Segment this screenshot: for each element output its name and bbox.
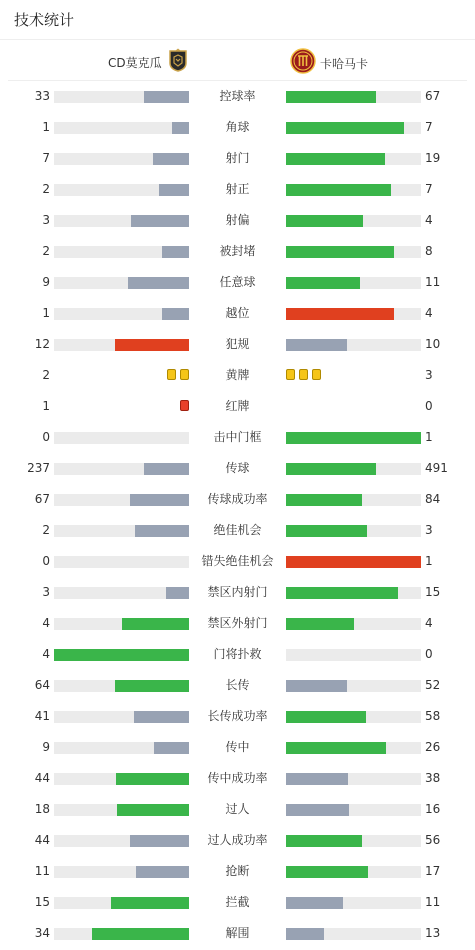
away-bar-fill bbox=[286, 866, 368, 878]
away-bar-fill bbox=[286, 835, 362, 847]
home-bar-fill bbox=[116, 773, 189, 785]
away-bar bbox=[286, 866, 421, 878]
away-bar bbox=[286, 804, 421, 816]
home-value: 3 bbox=[42, 213, 50, 227]
home-bar bbox=[54, 432, 189, 444]
stat-label: 长传成功率 bbox=[207, 709, 268, 723]
home-value: 2 bbox=[42, 368, 50, 382]
stat-row bbox=[0, 360, 475, 391]
stat-row bbox=[0, 205, 475, 236]
home-bar bbox=[54, 494, 189, 506]
stat-row bbox=[0, 143, 475, 174]
home-bar bbox=[54, 339, 189, 351]
away-value: 13 bbox=[425, 926, 441, 940]
away-bar bbox=[286, 308, 421, 320]
stat-label: 传中 bbox=[225, 740, 250, 754]
home-value: 7 bbox=[42, 151, 50, 165]
home-team-name: CD莫克瓜 bbox=[108, 55, 162, 70]
away-cards bbox=[286, 369, 321, 380]
away-bar bbox=[286, 277, 421, 289]
away-value: 15 bbox=[425, 585, 441, 599]
home-bar-fill bbox=[115, 680, 189, 692]
away-value: 11 bbox=[425, 275, 441, 289]
home-value: 1 bbox=[42, 120, 50, 134]
home-bar-fill bbox=[159, 184, 189, 196]
away-value: 17 bbox=[425, 864, 441, 878]
home-bar bbox=[54, 618, 189, 630]
home-bar-fill bbox=[166, 587, 189, 599]
home-value: 18 bbox=[34, 802, 50, 816]
home-bar bbox=[54, 91, 189, 103]
home-bar bbox=[54, 308, 189, 320]
stat-label: 传球 bbox=[225, 461, 250, 475]
home-value: 9 bbox=[42, 275, 50, 289]
away-bar-fill bbox=[286, 897, 343, 909]
home-bar bbox=[54, 649, 189, 661]
away-bar-fill bbox=[286, 308, 394, 320]
home-value: 4 bbox=[42, 616, 50, 630]
stat-row bbox=[0, 267, 475, 298]
home-bar-fill bbox=[135, 525, 189, 537]
away-team[interactable] bbox=[290, 48, 368, 78]
away-bar-fill bbox=[286, 277, 360, 289]
away-value: 16 bbox=[425, 802, 441, 816]
home-bar bbox=[54, 866, 189, 878]
away-team-crest-icon bbox=[290, 48, 316, 78]
home-value: 2 bbox=[42, 182, 50, 196]
home-bar bbox=[54, 587, 189, 599]
home-bar-fill bbox=[115, 339, 189, 351]
stat-label: 错失绝佳机会 bbox=[201, 554, 274, 568]
stat-row bbox=[0, 732, 475, 763]
stat-label: 禁区内射门 bbox=[207, 585, 268, 599]
stat-label: 过人成功率 bbox=[207, 833, 268, 847]
home-bar bbox=[54, 246, 189, 258]
home-bar bbox=[54, 680, 189, 692]
home-cards bbox=[180, 400, 189, 411]
away-value: 38 bbox=[425, 771, 441, 785]
stat-label: 传中成功率 bbox=[207, 771, 268, 785]
away-value: 4 bbox=[425, 213, 433, 227]
stat-row bbox=[0, 577, 475, 608]
home-bar-fill bbox=[130, 494, 189, 506]
away-value: 4 bbox=[425, 306, 433, 320]
stat-label: 射偏 bbox=[225, 213, 250, 227]
away-bar bbox=[286, 463, 421, 475]
home-value: 11 bbox=[34, 864, 50, 878]
stat-label: 射门 bbox=[225, 151, 250, 165]
stat-row bbox=[0, 329, 475, 360]
away-value: 7 bbox=[425, 182, 433, 196]
home-bar-fill bbox=[92, 928, 189, 940]
away-value: 56 bbox=[425, 833, 441, 847]
home-bar-fill bbox=[117, 804, 189, 816]
home-value: 34 bbox=[34, 926, 50, 940]
home-bar bbox=[54, 556, 189, 568]
away-bar bbox=[286, 432, 421, 444]
home-bar bbox=[54, 928, 189, 940]
stat-row bbox=[0, 174, 475, 205]
yellow-card-icon bbox=[299, 369, 308, 380]
home-value: 64 bbox=[34, 678, 50, 692]
stat-label: 禁区外射门 bbox=[207, 616, 268, 630]
stat-label: 长传 bbox=[225, 678, 250, 692]
stat-label: 犯规 bbox=[225, 337, 250, 351]
stat-row bbox=[0, 825, 475, 856]
home-value: 0 bbox=[42, 554, 50, 568]
home-value: 15 bbox=[34, 895, 50, 909]
home-bar-fill bbox=[122, 618, 190, 630]
stat-label: 绝佳机会 bbox=[213, 523, 262, 537]
page-header bbox=[0, 0, 475, 40]
away-value: 8 bbox=[425, 244, 433, 258]
stat-label: 击中门框 bbox=[213, 430, 262, 444]
stat-row bbox=[0, 701, 475, 732]
home-bar-fill bbox=[144, 91, 189, 103]
away-value: 67 bbox=[425, 89, 441, 103]
stat-label: 被封堵 bbox=[219, 244, 256, 258]
away-bar bbox=[286, 897, 421, 909]
away-bar bbox=[286, 680, 421, 692]
away-value: 19 bbox=[425, 151, 441, 165]
stat-row bbox=[0, 794, 475, 825]
home-bar bbox=[54, 897, 189, 909]
home-bar-fill bbox=[136, 866, 189, 878]
away-bar-fill bbox=[286, 680, 347, 692]
away-value: 52 bbox=[425, 678, 441, 692]
stat-row bbox=[0, 887, 475, 918]
away-value: 4 bbox=[425, 616, 433, 630]
yellow-card-icon bbox=[180, 369, 189, 380]
away-bar bbox=[286, 153, 421, 165]
yellow-card-icon bbox=[167, 369, 176, 380]
away-bar bbox=[286, 215, 421, 227]
away-bar-fill bbox=[286, 773, 348, 785]
away-bar-fill bbox=[286, 556, 421, 568]
home-bar bbox=[54, 711, 189, 723]
red-card-icon bbox=[180, 400, 189, 411]
away-value: 491 bbox=[425, 461, 448, 475]
away-value: 3 bbox=[425, 368, 433, 382]
home-bar bbox=[54, 122, 189, 134]
away-bar-fill bbox=[286, 246, 394, 258]
away-bar-fill bbox=[286, 91, 376, 103]
away-value: 3 bbox=[425, 523, 433, 537]
away-bar-fill bbox=[286, 184, 391, 196]
home-bar-fill bbox=[130, 835, 189, 847]
away-bar-fill bbox=[286, 339, 347, 351]
away-bar-fill bbox=[286, 463, 376, 475]
home-value: 237 bbox=[27, 461, 50, 475]
away-value: 0 bbox=[425, 399, 433, 413]
away-value: 11 bbox=[425, 895, 441, 909]
away-value: 7 bbox=[425, 120, 433, 134]
home-value: 12 bbox=[34, 337, 50, 351]
home-team[interactable] bbox=[108, 48, 188, 76]
away-bar bbox=[286, 649, 421, 661]
home-bar-fill bbox=[134, 711, 189, 723]
home-bar bbox=[54, 742, 189, 754]
home-bar bbox=[54, 184, 189, 196]
home-bar-fill bbox=[128, 277, 189, 289]
away-bar bbox=[286, 525, 421, 537]
stat-label: 过人 bbox=[225, 802, 250, 816]
yellow-card-icon bbox=[286, 369, 295, 380]
home-bar-fill bbox=[162, 246, 189, 258]
home-bar bbox=[54, 277, 189, 289]
stat-row bbox=[0, 484, 475, 515]
home-value: 2 bbox=[42, 523, 50, 537]
stat-label: 传球成功率 bbox=[207, 492, 268, 506]
stat-row bbox=[0, 453, 475, 484]
stat-label: 射正 bbox=[225, 182, 250, 196]
away-bar bbox=[286, 246, 421, 258]
stat-label: 黄牌 bbox=[225, 368, 250, 382]
away-bar bbox=[286, 494, 421, 506]
home-bar bbox=[54, 773, 189, 785]
away-bar-fill bbox=[286, 525, 367, 537]
away-bar-fill bbox=[286, 494, 362, 506]
stat-row bbox=[0, 81, 475, 112]
away-bar-fill bbox=[286, 587, 398, 599]
page-title: 技术统计 bbox=[14, 11, 75, 29]
home-value: 3 bbox=[42, 585, 50, 599]
home-value: 1 bbox=[42, 399, 50, 413]
away-bar bbox=[286, 184, 421, 196]
away-bar bbox=[286, 587, 421, 599]
stat-label: 角球 bbox=[225, 120, 250, 134]
home-bar bbox=[54, 215, 189, 227]
away-bar bbox=[286, 711, 421, 723]
home-team-crest-icon bbox=[168, 48, 188, 76]
home-bar-fill bbox=[172, 122, 189, 134]
away-bar-fill bbox=[286, 618, 354, 630]
away-bar bbox=[286, 618, 421, 630]
away-bar bbox=[286, 773, 421, 785]
home-bar bbox=[54, 804, 189, 816]
away-value: 84 bbox=[425, 492, 441, 506]
away-bar-fill bbox=[286, 928, 324, 940]
stat-label: 控球率 bbox=[219, 89, 256, 103]
home-value: 33 bbox=[34, 89, 50, 103]
home-value: 0 bbox=[42, 430, 50, 444]
away-bar bbox=[286, 91, 421, 103]
stat-row bbox=[0, 112, 475, 143]
home-bar-fill bbox=[144, 463, 189, 475]
home-value: 1 bbox=[42, 306, 50, 320]
stat-label: 红牌 bbox=[225, 399, 250, 413]
home-bar-fill bbox=[154, 742, 189, 754]
stat-row bbox=[0, 391, 475, 422]
away-bar-fill bbox=[286, 432, 421, 444]
home-cards bbox=[167, 369, 189, 380]
home-value: 4 bbox=[42, 647, 50, 661]
home-bar bbox=[54, 153, 189, 165]
home-bar-fill bbox=[54, 649, 189, 661]
away-value: 10 bbox=[425, 337, 441, 351]
away-bar bbox=[286, 122, 421, 134]
stat-row bbox=[0, 236, 475, 267]
away-bar bbox=[286, 339, 421, 351]
stat-label: 越位 bbox=[225, 306, 250, 320]
stat-row bbox=[0, 918, 475, 949]
away-value: 0 bbox=[425, 647, 433, 661]
away-bar bbox=[286, 928, 421, 940]
stat-row bbox=[0, 856, 475, 887]
home-bar bbox=[54, 525, 189, 537]
stat-row bbox=[0, 670, 475, 701]
home-bar-fill bbox=[111, 897, 189, 909]
stat-row bbox=[0, 422, 475, 453]
home-value: 44 bbox=[34, 833, 50, 847]
away-bar-fill bbox=[286, 153, 385, 165]
away-bar-fill bbox=[286, 215, 363, 227]
stat-row bbox=[0, 546, 475, 577]
away-bar-fill bbox=[286, 711, 366, 723]
away-bar-fill bbox=[286, 122, 404, 134]
stats-list bbox=[0, 81, 475, 949]
away-team-name: 卡哈马卡 bbox=[320, 56, 369, 71]
stat-row bbox=[0, 515, 475, 546]
yellow-card-icon bbox=[312, 369, 321, 380]
stat-label: 门将扑救 bbox=[213, 647, 262, 661]
home-bar bbox=[54, 835, 189, 847]
teams-row bbox=[8, 40, 467, 81]
away-value: 58 bbox=[425, 709, 441, 723]
away-value: 1 bbox=[425, 554, 433, 568]
stat-label: 解围 bbox=[225, 926, 250, 940]
home-bar-fill bbox=[153, 153, 189, 165]
home-bar bbox=[54, 463, 189, 475]
home-value: 67 bbox=[34, 492, 50, 506]
away-value: 26 bbox=[425, 740, 441, 754]
home-bar-fill bbox=[131, 215, 189, 227]
stat-label: 拦截 bbox=[225, 895, 250, 909]
stat-label: 抢断 bbox=[225, 864, 250, 878]
stat-row bbox=[0, 763, 475, 794]
away-value: 1 bbox=[425, 430, 433, 444]
home-bar-fill bbox=[162, 308, 189, 320]
stat-row bbox=[0, 608, 475, 639]
stat-label: 任意球 bbox=[219, 275, 256, 289]
home-value: 41 bbox=[34, 709, 50, 723]
away-bar-fill bbox=[286, 804, 349, 816]
home-value: 2 bbox=[42, 244, 50, 258]
away-bar bbox=[286, 835, 421, 847]
stat-row bbox=[0, 639, 475, 670]
home-value: 44 bbox=[34, 771, 50, 785]
home-value: 9 bbox=[42, 740, 50, 754]
away-bar bbox=[286, 556, 421, 568]
stat-row bbox=[0, 298, 475, 329]
away-bar-fill bbox=[286, 742, 386, 754]
away-bar bbox=[286, 742, 421, 754]
